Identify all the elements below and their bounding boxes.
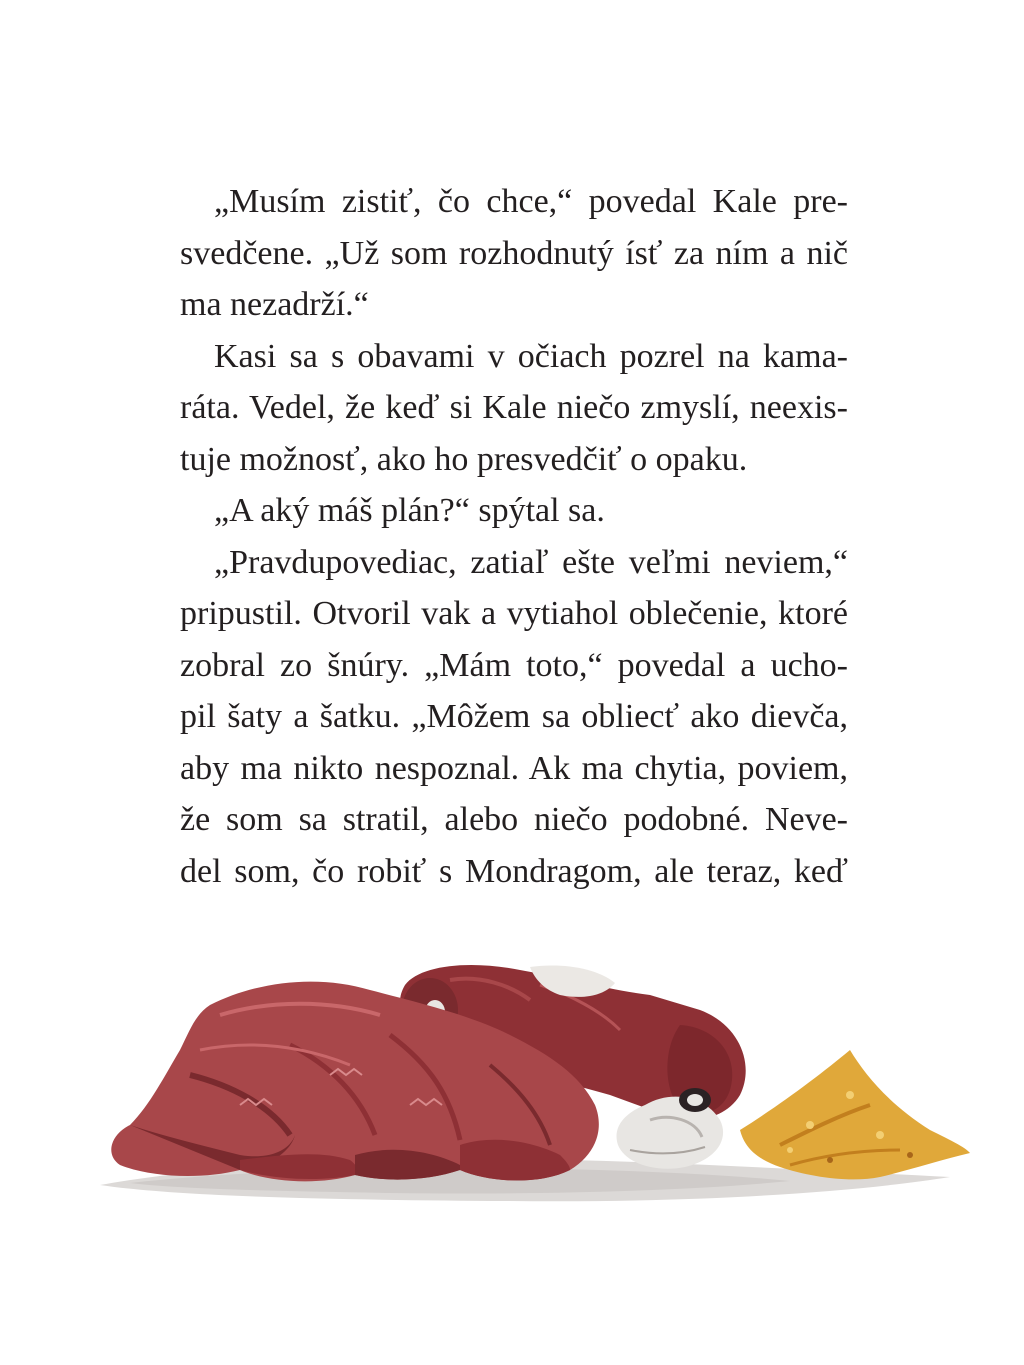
yellow-scarf (740, 1050, 970, 1179)
text-line: del som, čo robiť s Mondragom, ale teraz, keď (180, 852, 848, 890)
text-line: pripustil. Otvoril vak a vytiahol oblečenie, ktoré (180, 595, 848, 632)
text-line: „Musím zistiť, čo chce,“ povedal Kale pre- (214, 183, 848, 220)
text-line: zobral zo šnúry. „Mám toto,“ povedal a ucho- (180, 646, 848, 684)
text-line: Kasi sa s obavami v očiach pozrel na kama- (214, 337, 848, 375)
text-line: „A aký máš plán?“ spýtal sa. (214, 492, 605, 529)
text-line: svedčene. „Už som rozhodnutý ísť za ním a nič (180, 234, 848, 272)
body-text (180, 176, 848, 897)
pile-of-clothes-illustration (90, 955, 970, 1205)
text-line: pil šaty a šatku. „Môžem sa obliecť ako dievča, (180, 698, 848, 735)
text-line: že som sa stratil, alebo niečo podobné. Neve- (180, 801, 848, 838)
text-line: „Pravdupovediac, zatiaľ ešte veľmi neviem,“ (214, 543, 848, 581)
text-line: ráta. Vedel, že keď si Kale niečo zmyslí, neexis- (180, 389, 848, 426)
text-line: ma nezadrží.“ (180, 286, 369, 323)
text-line: tuje možnosť, ako ho presvedčiť o opaku. (180, 440, 748, 478)
text-line: aby ma nikto nespoznal. Ak ma chytia, poviem, (180, 749, 848, 787)
